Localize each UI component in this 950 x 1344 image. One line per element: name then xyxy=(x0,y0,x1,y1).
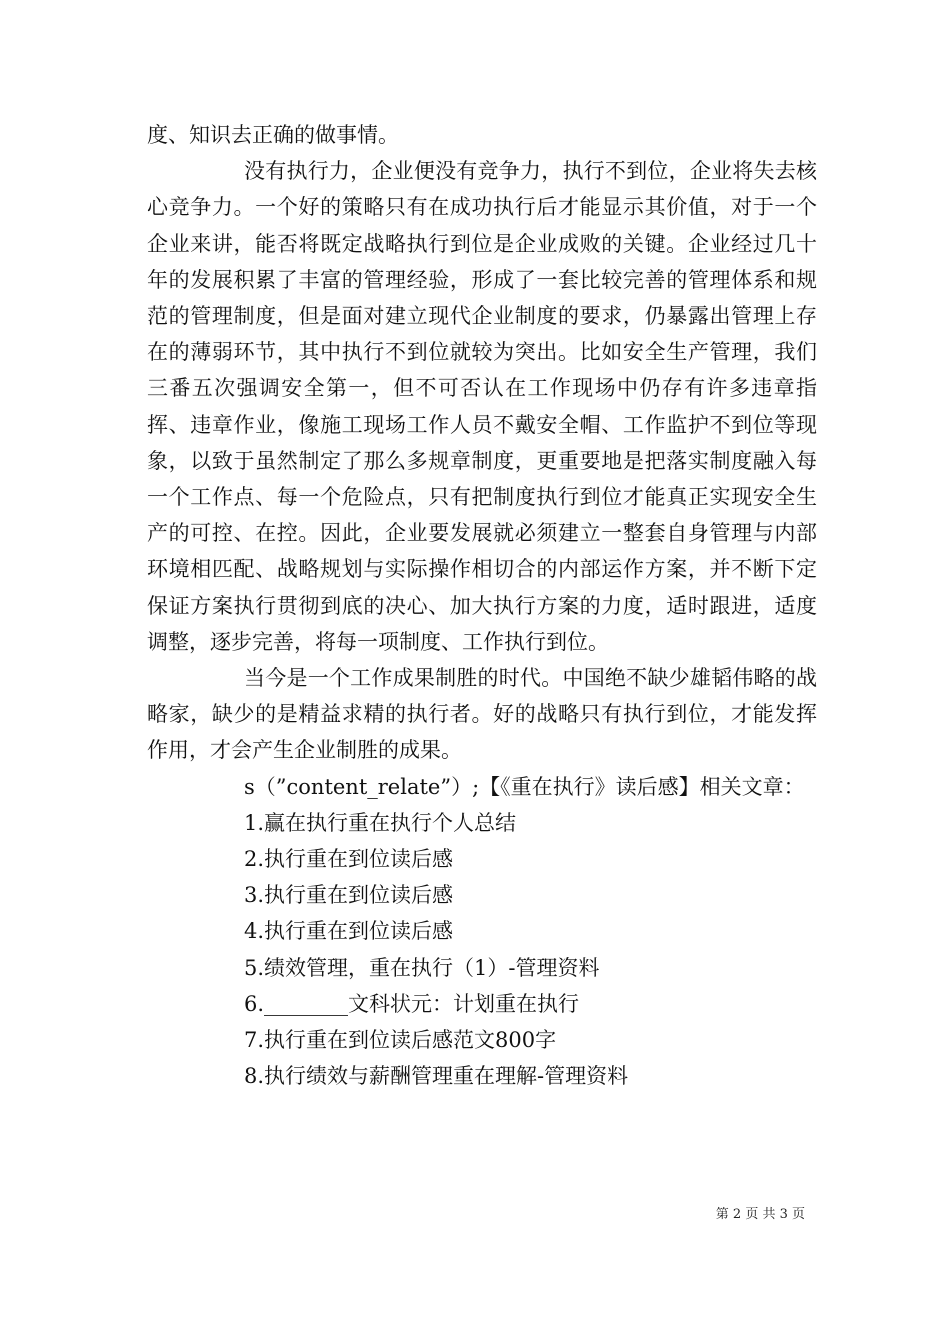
related-article-link[interactable]: 8.执行绩效与薪酬管理重在理解-管理资料 xyxy=(244,1064,629,1089)
related-articles-list xyxy=(147,805,817,1095)
related-article-link[interactable]: 3.执行重在到位读后感 xyxy=(244,883,454,908)
related-article-link[interactable]: 7.执行重在到位读后感范文800字 xyxy=(244,1028,557,1053)
related-article-link[interactable]: 6.________文科状元：计划重在执行 xyxy=(244,991,580,1016)
related-articles-heading: s（”content_relate”）;【《重在执行》读后感】相关文章： xyxy=(244,774,805,799)
related-article-link[interactable]: 1.赢在执行重在执行个人总结 xyxy=(244,810,517,835)
related-article-link[interactable]: 4.执行重在到位读后感 xyxy=(244,919,454,944)
related-article-link[interactable]: 2.执行重在到位读后感 xyxy=(244,847,454,872)
body-text xyxy=(147,117,817,1094)
paragraph-continuation: 度、知识去正确的做事情。 xyxy=(147,123,399,147)
page-number-footer: 第 2 页 共 3 页 xyxy=(715,1207,805,1222)
paragraph-conclusion: 当今是一个工作成果制胜的时代。中国绝不缺少雄韬伟略的战略家，缺少的是精益求精的执行者。好的战略只有执行到位，才能发挥作用，才会产生企业制胜的成果。 xyxy=(147,666,817,763)
paragraph-execution: 没有执行力，企业便没有竞争力，执行不到位，企业将失去核心竞争力。一个好的策略只有在成功执行后才能显示其价值，对于一个企业来讲，能否将既定战略执行到位是企业成败的关键。企业经过几十年的发展积累了丰富的管理经验，形成了一套比较完善的管理体系和规范的管理制度，但是面对建立现代企业制度的要求，仍暴露出管理上存在的薄弱环节，其中执行不到位就较为突出。比如安全生产管理，我们三番五次强调安全第一，但不可否认在工作现场中仍存有许多违章指挥、违章作业，像施工现场工作人员不戴安全帽、工作监护不到位等现象，以致于虽然制定了那么多规章制度，更重要地是把落实制度融入每一个工作点、每一个危险点，只有把制度执行到位才能真正实现安全生产的可控、在控。因此，企业要发展就必须建立一整套自身管理与内部环境相匹配、战略规划与实际操作相切合的内部运作方案，并不断下定保证方案执行贯彻到底的决心、加大执行方案的力度，适时跟进，适度调整，逐步完善，将每一项制度、工作执行到位。 xyxy=(147,159,817,654)
related-article-link[interactable]: 5.绩效管理，重在执行（1）-管理资料 xyxy=(244,955,600,980)
